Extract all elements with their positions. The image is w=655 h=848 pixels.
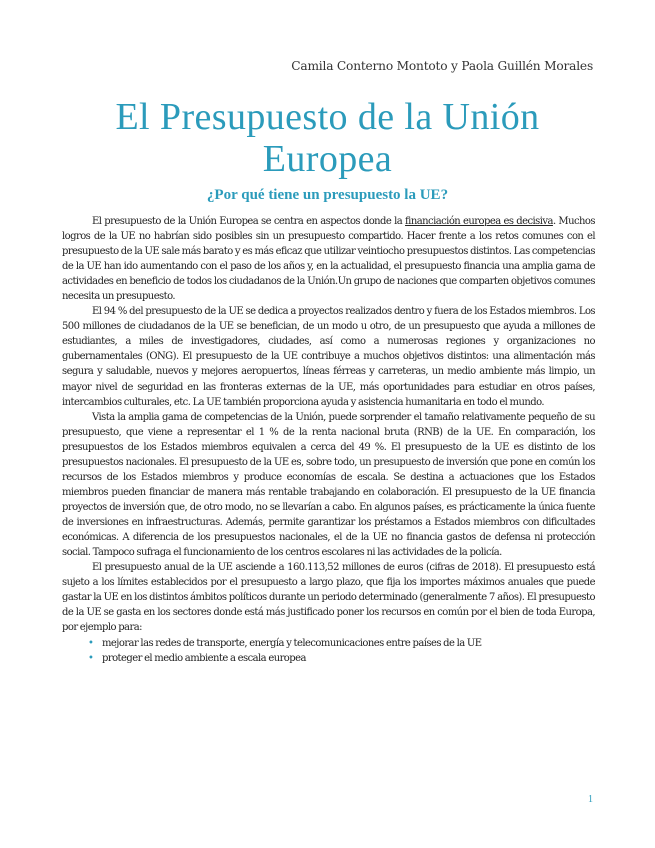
financing-link[interactable]: financiación europea es decisiva: [405, 216, 553, 227]
paragraph-1-rest: . Muchos logros de la UE no habrían sido posibles sin un presupuesto compartido. Hacer frente a los retos comunes con el presupuesto de la UE sale más barato y es más eficaz que utilizar veintiocho presupuestos distintos. Las competencias de la UE han ido aumentando con el paso de los años y, en la actualidad, el presupuesto financia una amplia gama de actividades en beneficio de todos los ciudadanos de la Unión.Un grupo de naciones que comparten objetivos comunes necesita un presupuesto.: [62, 216, 595, 303]
list-item-text: proteger el medio ambiente a escala europea: [102, 653, 306, 665]
bullet-icon: •: [88, 638, 94, 650]
list-item: [88, 636, 595, 651]
document-body: [62, 214, 595, 666]
paragraph-2: El 94 % del presupuesto de la UE se dedica a proyectos realizados dentro y fuera de los Estados miembros. Los 500 millones de ciudadanos de la UE se benefician, de un modo u otro, de un presupuesto que ayuda a millones de estudiantes, a miles de investigadores, ciudades, así como a numerosas regiones y organizaciones no gubernamentales (ONG). El presupuesto de la UE contribuye a muchos objetivos distintos: una alimentación más segura y saludable, nuevos y mejores aeropuertos, líneas férreas y carreteras, un medio ambiente más limpio, un mayor nivel de seguridad en las fronteras externas de la UE, más oportunidades para estudiar en otros países, intercambios culturales, etc. La UE también proporciona ayuda y asistencia humanitaria en todo el mundo.: [62, 306, 595, 408]
section-heading: ¿Por qué tiene un presupuesto la UE?: [206, 187, 449, 203]
paragraph-3: Vista la amplia gama de competencias de la Unión, puede sorprender el tamaño relativamente pequeño de su presupuesto, que viene a representar el 1 % de la renta nacional bruta (RNB) de la UE. En comparación, los presupuestos de los Estados miembros equivalen a cerca del 49 %. El presupuesto de la UE es distinto de los presupuestos nacionales. El presupuesto de la UE es, sobre todo, un presupuesto de inversión que pone en común los recursos de los Estados miembros y produce economías de escala. Se destina a actuaciones que los Estados miembros pueden financiar de manera más rentable trabajando en colaboración. El presupuesto de la UE financia proyectos de inversión que, de otro modo, no se llevarían a cabo. En algunos países, es prácticamente la única fuente de inversiones en infraestructuras. Además, permite garantizar los préstamos a Estados miembros con dificultades económicas. A diferencia de los presupuestos nacionales, el de la UE no financia gastos de defensa ni protección social. Tampoco sufraga el funcionamiento de los centros escolares ni las actividades de la policía.: [62, 411, 595, 559]
header-authors: Camila Conterno Montoto y Paola Guillén Morales: [291, 59, 593, 73]
document-title: El Presupuesto de la Unión Europea: [115, 96, 540, 180]
bullet-icon: •: [88, 653, 94, 665]
examples-list: [62, 636, 595, 666]
page-number: 1: [588, 794, 593, 805]
paragraph-1-intro: El presupuesto de la Unión Europea se centra en aspectos donde la: [92, 216, 406, 227]
paragraph-4: El presupuesto anual de la UE asciende a 160.113,52 millones de euros (cifras de 2018). El presupuesto está sujeto a los límites establecidos por el presupuesto a largo plazo, que fija los importes máximos anuales que puede gastar la UE en los distintos ámbitos políticos durante un periodo determinado (generalmente 7 años). El presupuesto de la UE se gasta en los sectores donde está más justificado poner los recursos en común por el bien de toda Europa, por ejemplo para:: [62, 562, 595, 634]
paragraph-1: [62, 214, 595, 304]
list-item-text: mejorar las redes de transporte, energía y telecomunicaciones entre países de la UE: [102, 638, 482, 650]
list-item: [88, 651, 595, 666]
